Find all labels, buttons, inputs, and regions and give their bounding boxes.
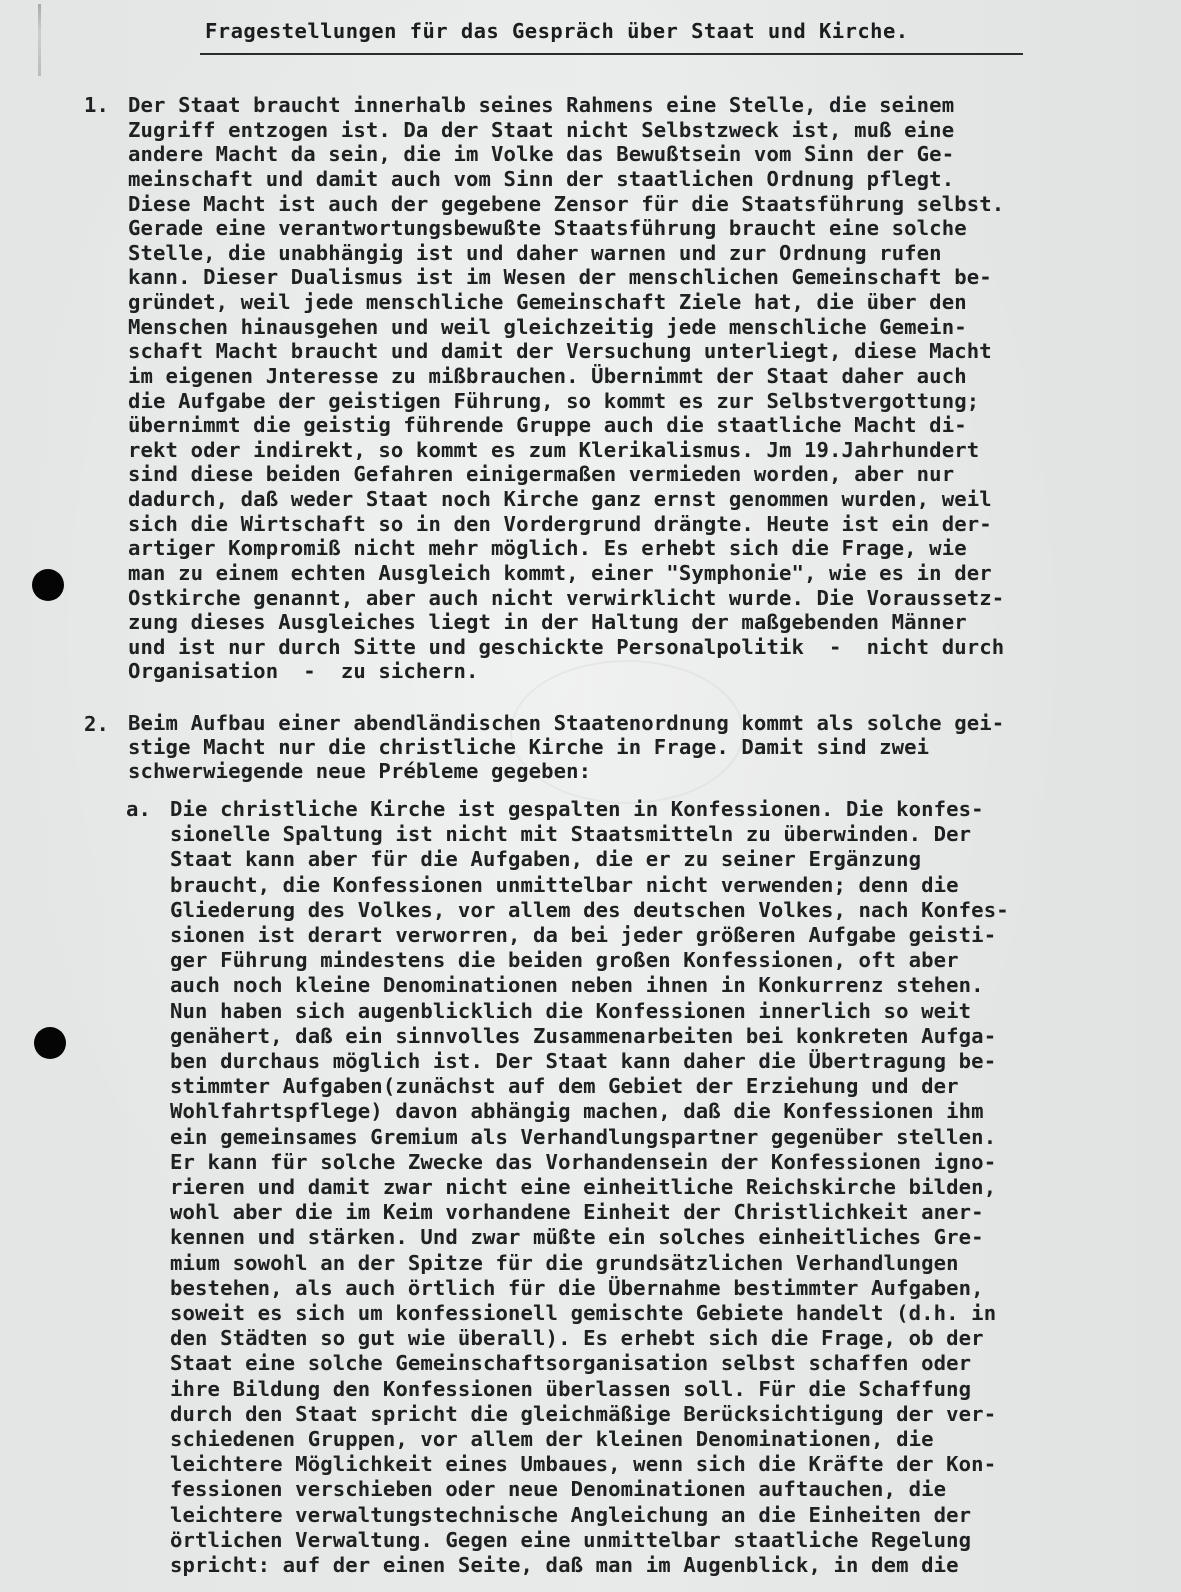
section-text: Beim Aufbau einer abendländischen Staatenordnung kommt als solche gei- stige Macht nur die christliche Kirche in Frage. Damit sind zwei schwerwiegende neue Prébleme gegeben:	[128, 711, 1005, 783]
subsection-letter: a.	[126, 797, 152, 821]
page-title: Fragestellungen für das Gespräch über Staat und Kirche.	[205, 19, 909, 43]
section-number: 2.	[84, 712, 110, 736]
punch-hole	[32, 569, 64, 601]
subsection-text: Die christliche Kirche ist gespalten in Konfessionen. Die konfes- sionelle Spaltung ist nicht mit Staatsmitteln zu überwinden. Der Staat kann aber für die Aufgaben, die er zu seiner Ergänzung braucht, die Konfessionen unmittelbar nicht verwenden; denn die Gliederung des Volkes, vor allem des deutschen Volkes, nach Konfes- sionen ist derart verworren, da bei jeder größeren Aufgabe geisti- ger Führung mindestens die beiden großen Konfessionen, oft aber auch noch kleine Denominationen neben ihnen in Konkurrenz stehen. Nun haben sich augenblicklich die Konfessionen innerlich so weit genähert, daß ein sinnvolles Zusammenarbeiten bei konkreten Aufga- ben durchaus möglich ist. Der Staat kann daher die Übertragung be- stimmter Aufgaben(zunächst auf dem Gebiet der Erziehung und der Wohlfahrtspflege) davon abhängig machen, daß die Konfessionen ihm ein gemeinsames Gremium als Verhandlungspartner gegenüber stellen. Er kann für solche Zwecke das Vorhandensein der Konfessionen igno- rieren und damit zwar nicht eine einheitliche Reichskirche bilden, wohl aber die im Keim vorhandene Einheit der Christlichkeit aner- kennen und stärken. Und zwar müßte ein solches einheitliches Gre- mium sowohl an der Spitze für die grundsätzlichen Verhandlungen bestehen, als auch örtlich für die Übernahme bestimmter Aufgaben, soweit es sich um konfessionell gemischte Gebiete handelt (d.h. in den Städten so gut wie überall). Es erhebt sich die Frage, ob der Staat eine solche Gemeinschaftsorganisation selbst schaffen oder ihre Bildung den Konfessionen überlassen soll. Für die Schaffung durch den Staat spricht die gleichmäßige Berücksichtigung der ver- schiedenen Gruppen, vor allem der kleinen Denominationen, die leichtere Möglichkeit eines Umbaues, wenn sich die Kräfte der Kon- fessionen verschieben oder neue Denominationen auftauchen, die leichtere verwaltungstechnische Angleichung an die Einheiten der örtlichen Verwaltung. Gegen eine unmittelbar staatliche Regelung spricht: auf der einen Seite, daß man im Augenblick, in dem die	[170, 797, 1009, 1578]
section-number: 1.	[84, 93, 110, 117]
section-text: Der Staat braucht innerhalb seines Rahmens eine Stelle, die seinem Zugriff entzogen ist. Da der Staat nicht Selbstzweck ist, muß eine andere Macht da sein, die im Volke das Bewußtsein vom Sinn der Ge- meinschaft und damit auch vom Sinn der staatlichen Ordnung pflegt. Diese Macht ist auch der gegebene Zensor für die Staatsführung selbst. Gerade eine verantwortungsbewußte Staatsführung braucht eine solche Stelle, die unabhängig ist und daher warnen und zur Ordnung rufen kann. Dieser Dualismus ist im Wesen der menschlichen Gemeinschaft be- gründet, weil jede menschliche Gemeinschaft Ziele hat, die über den Menschen hinausgehen und weil gleichzeitig jede menschliche Gemein- schaft Macht braucht und damit der Versuchung unterliegt, diese Macht im eigenen Jnteresse zu mißbrauchen. Übernimmt der Staat daher auch die Aufgabe der geistigen Führung, so kommt es zur Selbstvergottung; übernimmt die geistig führende Gruppe auch die staatliche Macht di- rekt oder indirekt, so kommt es zum Klerikalismus. Jm 19.Jahrhundert sind diese beiden Gefahren einigermaßen vermieden worden, aber nur dadurch, daß weder Staat noch Kirche ganz ernst genommen wurden, weil sich die Wirtschaft so in den Vordergrund drängte. Heute ist ein der- artiger Kompromiß nicht mehr möglich. Es erhebt sich die Frage, wie man zu einem echten Ausgleich kommt, einer "Symphonie", wie es in der Ostkirche genannt, aber auch nicht verwirklicht wurde. Die Voraussetz- zung dieses Ausgleiches liegt in der Haltung der maßgebenden Männer und ist nur durch Sitte und geschickte Personalpolitik - nicht durch Organisation - zu sichern.	[128, 93, 1005, 684]
title-block	[205, 18, 1025, 44]
paper-edge-mark	[38, 4, 41, 76]
punch-hole	[34, 1027, 66, 1059]
title-underline	[200, 53, 1023, 55]
